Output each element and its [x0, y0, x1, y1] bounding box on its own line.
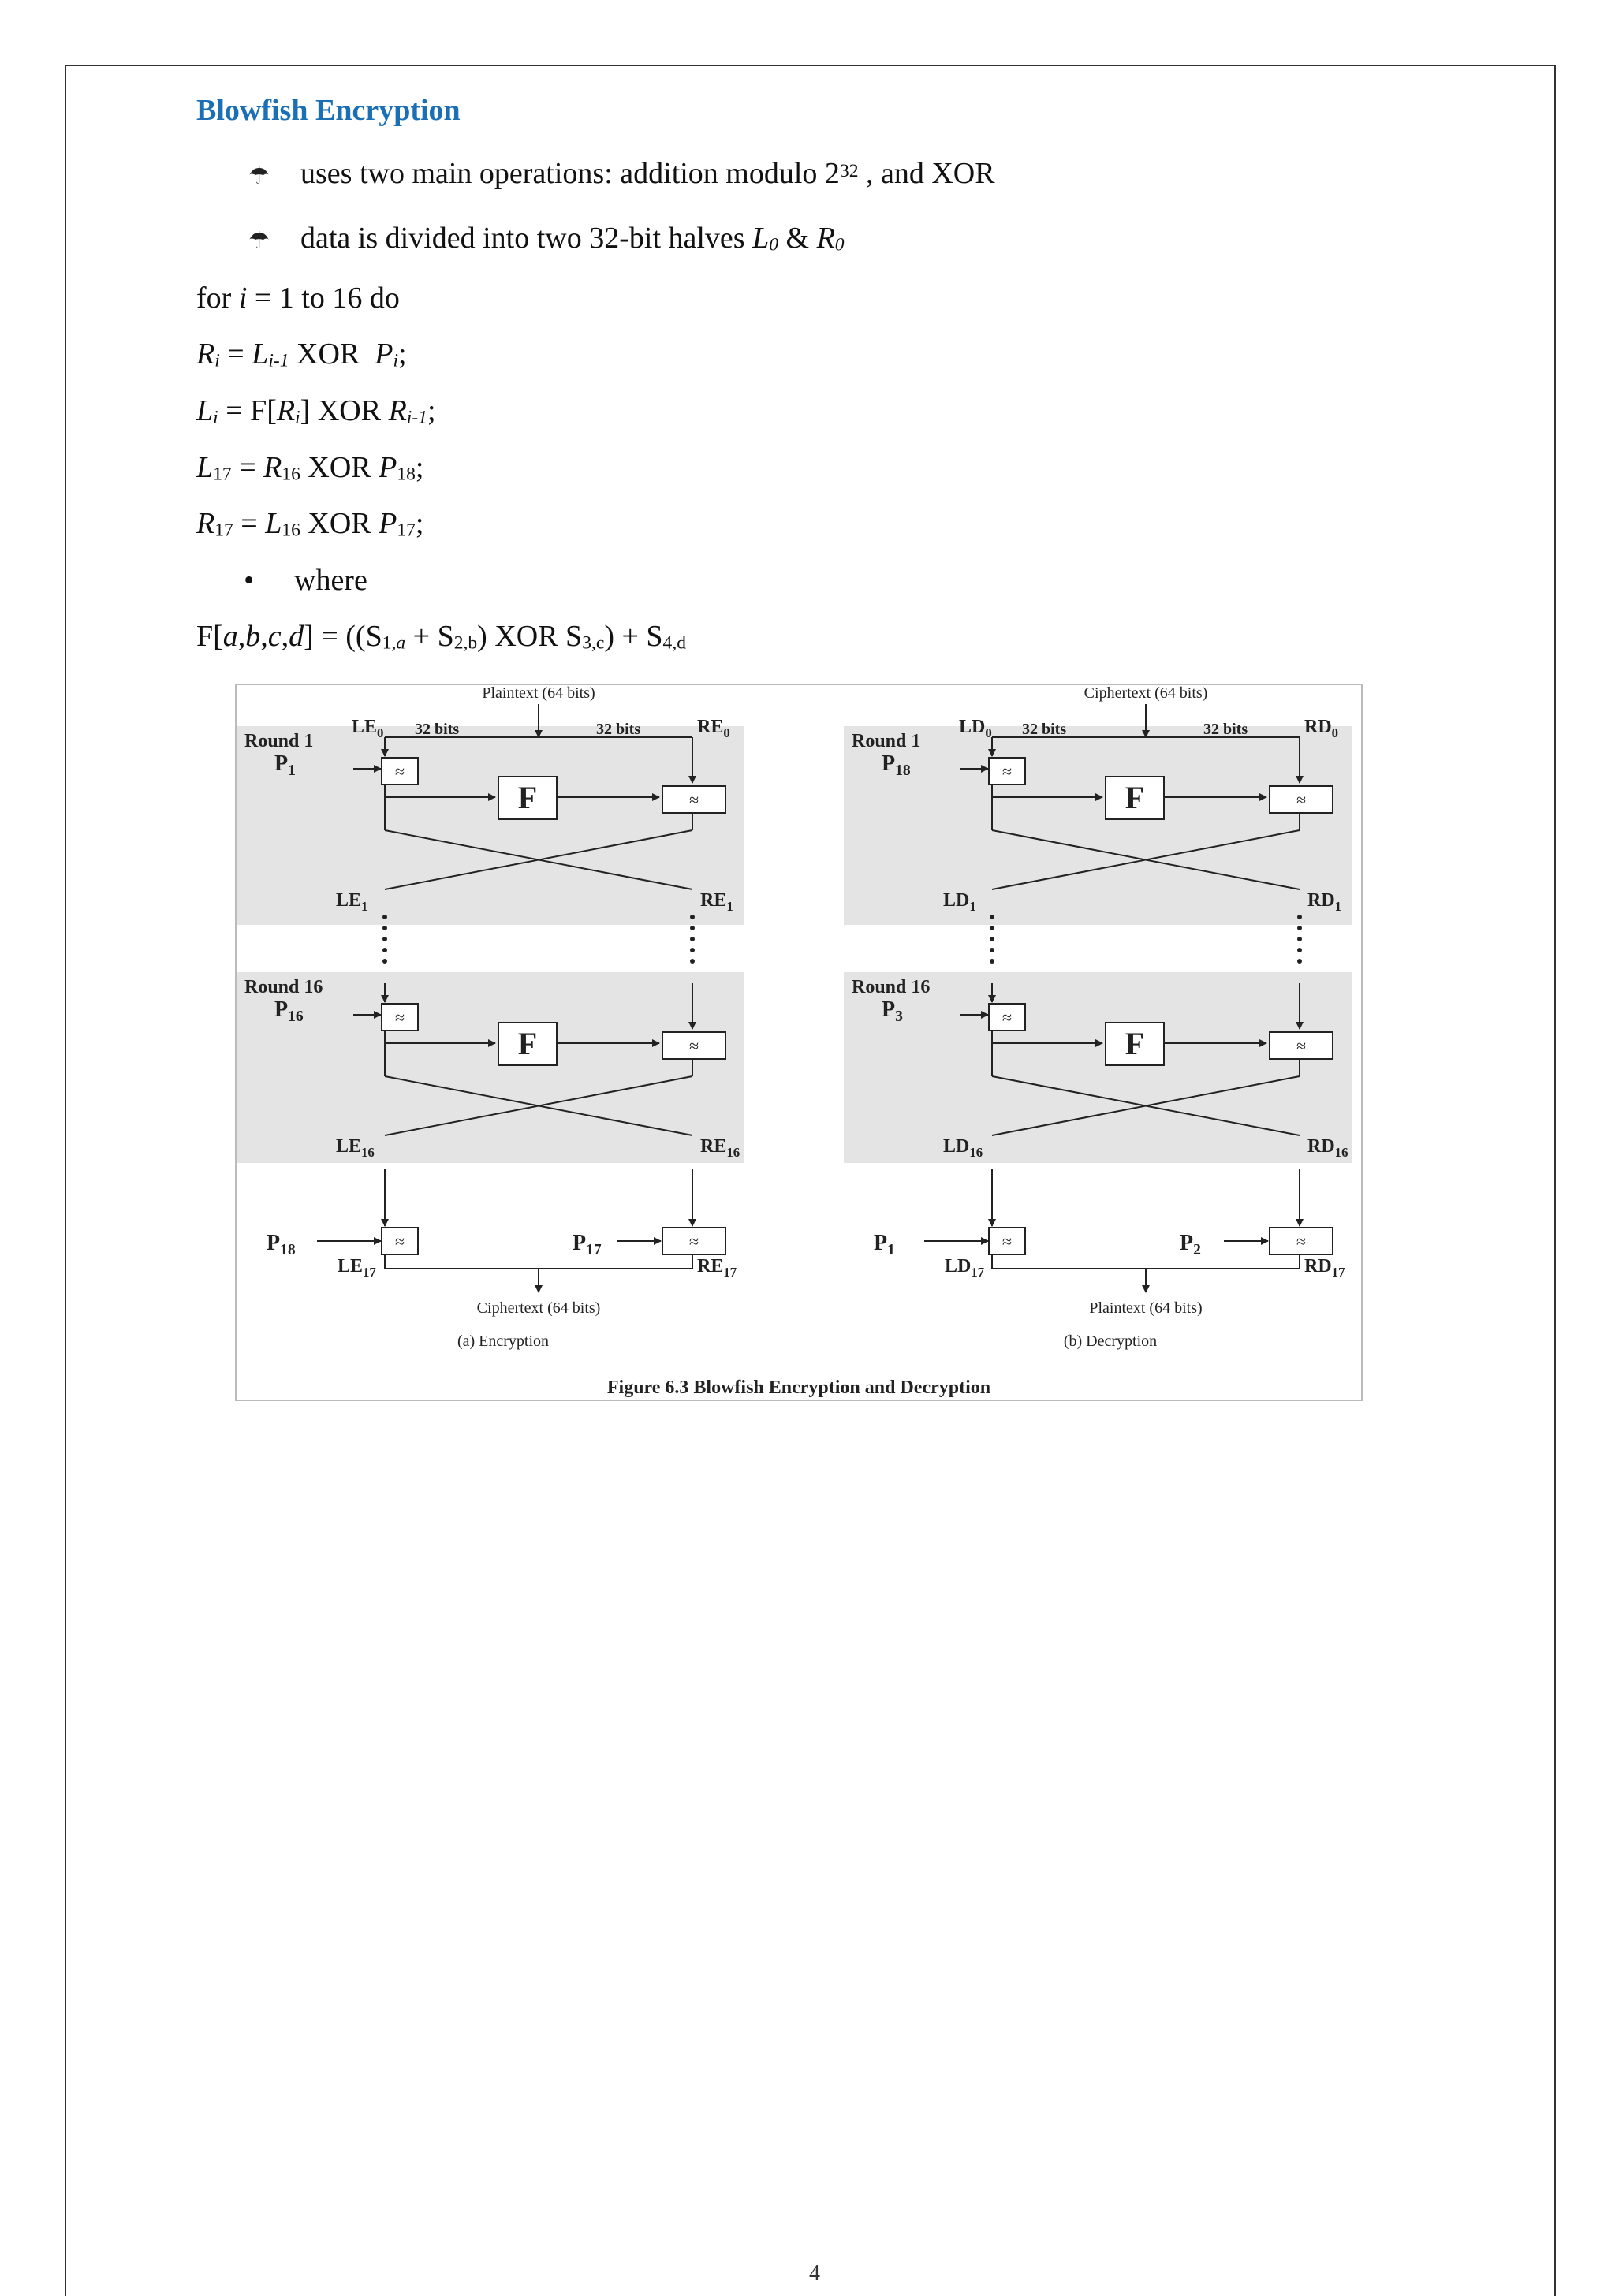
plus: ) + S	[604, 620, 663, 653]
subkey-label: $P_{18}$	[267, 1231, 296, 1258]
xor-symbol: ≈	[1001, 762, 1013, 781]
ampersand: &	[778, 222, 817, 255]
bits-label: 32 bits	[1022, 721, 1067, 738]
xor-symbol: ≈	[688, 1232, 699, 1251]
continuation-dot	[690, 948, 695, 952]
xor-symbol: ≈	[1296, 790, 1307, 810]
eq-var: R	[196, 337, 215, 371]
subkey-label: $P_3$	[882, 997, 903, 1025]
eq-op: XOR	[300, 507, 379, 540]
bottom-label: Plaintext (64 bits)	[1089, 1299, 1203, 1317]
bullet-item	[300, 221, 845, 256]
continuation-dot	[1297, 959, 1302, 964]
left-half-label: $LE_{17}$	[338, 1256, 376, 1280]
section-title: Blowfish Encryption	[196, 94, 461, 127]
xor-symbol: ≈	[394, 762, 405, 781]
eq-sign: =	[231, 451, 264, 484]
bits-label: 32 bits	[596, 721, 641, 738]
eq-sub: 17	[397, 520, 416, 541]
continuation-dot	[382, 926, 387, 930]
eq-sign: =	[219, 337, 252, 371]
left-half-label: $LE_{16}$	[336, 1136, 375, 1160]
continuation-dot	[990, 926, 994, 930]
continuation-dot	[990, 937, 994, 941]
round-label: Round 16	[852, 977, 931, 997]
round-1-background	[844, 726, 1352, 925]
equation-4	[196, 506, 423, 542]
comma: ,	[237, 620, 246, 653]
left-half-label: $LD_{17}$	[945, 1256, 985, 1280]
continuation-dot	[1297, 926, 1302, 930]
right-half-0: $RD_0$	[1304, 717, 1339, 740]
eq-sub: 16	[282, 520, 300, 541]
right-half-label: $RE_{17}$	[697, 1256, 737, 1280]
f-pre: F[	[196, 620, 223, 653]
right-half-label: $RD_1$	[1307, 890, 1342, 914]
continuation-dot	[382, 948, 387, 952]
top-label: Ciphertext (64 bits)	[1084, 684, 1208, 702]
var-r: R	[816, 222, 835, 255]
eq-var: P	[379, 507, 397, 540]
round-label: Round 1	[852, 731, 921, 751]
s3-sub: 3,c	[582, 632, 605, 654]
eq-var: R	[263, 451, 282, 484]
f-function-definition	[196, 619, 686, 654]
subkey-label: $P_1$	[274, 751, 296, 779]
xor-symbol: ≈	[1001, 1232, 1013, 1251]
eq-sub: i	[393, 350, 399, 371]
f-var-b: b	[245, 620, 261, 653]
eq-sub: i	[214, 350, 220, 371]
var-l: L	[752, 222, 770, 255]
loop-post: = 1 to 16 do	[247, 281, 400, 315]
continuation-dot	[382, 915, 387, 919]
panel-subcaption: (b) Decryption	[1063, 1332, 1158, 1350]
continuation-dot	[990, 948, 994, 952]
eq-end: ;	[415, 451, 424, 484]
top-label: Plaintext (64 bits)	[482, 684, 595, 702]
eq-sub: 17	[213, 464, 232, 485]
bullet-item	[300, 156, 995, 191]
panel-subcaption: (a) Encryption	[457, 1332, 550, 1350]
right-half-label: $RE_1$	[700, 890, 733, 914]
eq-op: XOR	[300, 451, 379, 484]
eq-sub: i	[213, 407, 218, 428]
eq-end: ;	[427, 394, 436, 427]
f-label: F	[517, 1026, 538, 1061]
eq-op: XOR	[289, 337, 375, 371]
right-half-label: $RE_{16}$	[700, 1136, 740, 1160]
eq-var: R	[196, 507, 215, 540]
equation-1	[196, 337, 407, 372]
loop-var: i	[238, 281, 248, 315]
eq-var: R	[276, 394, 296, 427]
continuation-dot	[990, 959, 994, 964]
round-16-background	[844, 972, 1352, 1163]
umbrella-icon: ☂	[248, 228, 270, 254]
subkey-label: $P_{17}$	[573, 1231, 602, 1258]
umbrella-icon: ☂	[248, 163, 270, 189]
round-label: Round 1	[244, 731, 314, 751]
comma: ,	[260, 620, 268, 653]
right-half-label: $RD_{17}$	[1304, 1256, 1345, 1280]
blowfish-figure	[235, 684, 1363, 1401]
round-label: Round 16	[244, 977, 323, 997]
eq-sign: = F[	[218, 394, 277, 427]
bottom-label: Ciphertext (64 bits)	[476, 1299, 601, 1317]
xor-symbol: ≈	[688, 790, 699, 810]
sub-0: 0	[769, 234, 779, 255]
subkey-label: $P_{16}$	[274, 997, 304, 1025]
comma: ,	[281, 620, 289, 653]
xor-symbol: ≈	[394, 1232, 405, 1251]
eq-sub: i	[295, 407, 300, 428]
xor-symbol: ≈	[1296, 1232, 1307, 1251]
loop-pre: for	[196, 281, 239, 315]
continuation-dot	[1297, 948, 1302, 952]
subkey-label: $P_2$	[1180, 1231, 1201, 1258]
eq-sub: 16	[282, 464, 300, 485]
loop-line	[196, 281, 400, 315]
eq-end: ;	[398, 337, 407, 371]
xor: ) XOR S	[477, 620, 583, 653]
subkey-label: $P_{18}$	[882, 751, 911, 779]
where-bullet: •	[244, 564, 255, 597]
left-half-label: $LD_{16}$	[943, 1136, 983, 1160]
f-var-d: d	[289, 620, 304, 653]
eq-sub: 17	[214, 520, 233, 541]
right-half-label: $RD_{16}$	[1307, 1136, 1348, 1160]
exponent: 32	[839, 160, 859, 181]
f-var-a: a	[222, 620, 238, 653]
s2-sub: 2,b	[453, 632, 478, 654]
f-label: F	[1125, 1026, 1145, 1061]
continuation-dot	[382, 959, 387, 964]
eq-sign: =	[233, 507, 266, 540]
plus: + S	[405, 620, 454, 653]
continuation-dot	[990, 915, 994, 919]
continuation-dot	[382, 937, 387, 941]
eq-var: L	[196, 394, 214, 427]
continuation-dot	[690, 915, 695, 919]
figure-caption: Figure 6.3 Blowfish Encryption and Decryption	[606, 1377, 991, 1398]
eq-var: P	[379, 451, 397, 484]
continuation-dot	[690, 959, 695, 964]
continuation-dot	[690, 937, 695, 941]
round-1-background	[237, 726, 744, 925]
continuation-dot	[1297, 915, 1302, 919]
sub-0: 0	[834, 234, 845, 255]
eq-var: L	[196, 451, 214, 484]
f-var-c: c	[267, 620, 282, 653]
s4-sub: 4,d	[662, 632, 686, 654]
equation-3	[196, 450, 423, 486]
xor-symbol: ≈	[394, 1008, 405, 1027]
eq-var: P	[375, 337, 393, 371]
left-half-0: $LD_0$	[959, 717, 992, 740]
s1-var: a	[396, 632, 406, 654]
equation-2	[196, 393, 436, 429]
subkey-label: $P_1$	[874, 1231, 895, 1258]
left-half-label: $LD_1$	[943, 890, 976, 914]
xor-symbol: ≈	[1001, 1008, 1013, 1027]
eq-var: L	[265, 507, 282, 540]
right-half-0: $RE_0$	[697, 717, 730, 740]
f-label: F	[517, 780, 538, 815]
where-label: where	[294, 564, 367, 597]
s1-sub: 1,	[382, 632, 397, 654]
page-number: 4	[809, 2261, 820, 2286]
continuation-dot	[1297, 937, 1302, 941]
bits-label: 32 bits	[1203, 721, 1248, 738]
bullet-text-end: , and XOR	[858, 157, 995, 190]
xor-symbol: ≈	[1296, 1036, 1307, 1056]
eq-op: ] XOR	[300, 394, 389, 427]
round-16-background	[237, 972, 744, 1163]
bullet-text: uses two main operations: addition modulo 2	[300, 157, 840, 190]
eq-var: R	[388, 394, 407, 427]
left-half-0: $LE_0$	[352, 717, 384, 740]
f-mid: ] = ((S	[304, 620, 382, 653]
eq-var: L	[252, 337, 269, 371]
eq-sub: i-1	[268, 350, 289, 371]
bullet-text: data is divided into two 32-bit halves	[300, 222, 753, 255]
left-half-label: $LE_1$	[336, 890, 368, 914]
f-label: F	[1125, 780, 1145, 815]
eq-sub: 18	[397, 464, 416, 485]
bits-label: 32 bits	[415, 721, 460, 738]
continuation-dot	[690, 926, 695, 930]
eq-end: ;	[415, 507, 424, 540]
xor-symbol: ≈	[688, 1036, 699, 1056]
eq-sub: i-1	[406, 407, 427, 428]
